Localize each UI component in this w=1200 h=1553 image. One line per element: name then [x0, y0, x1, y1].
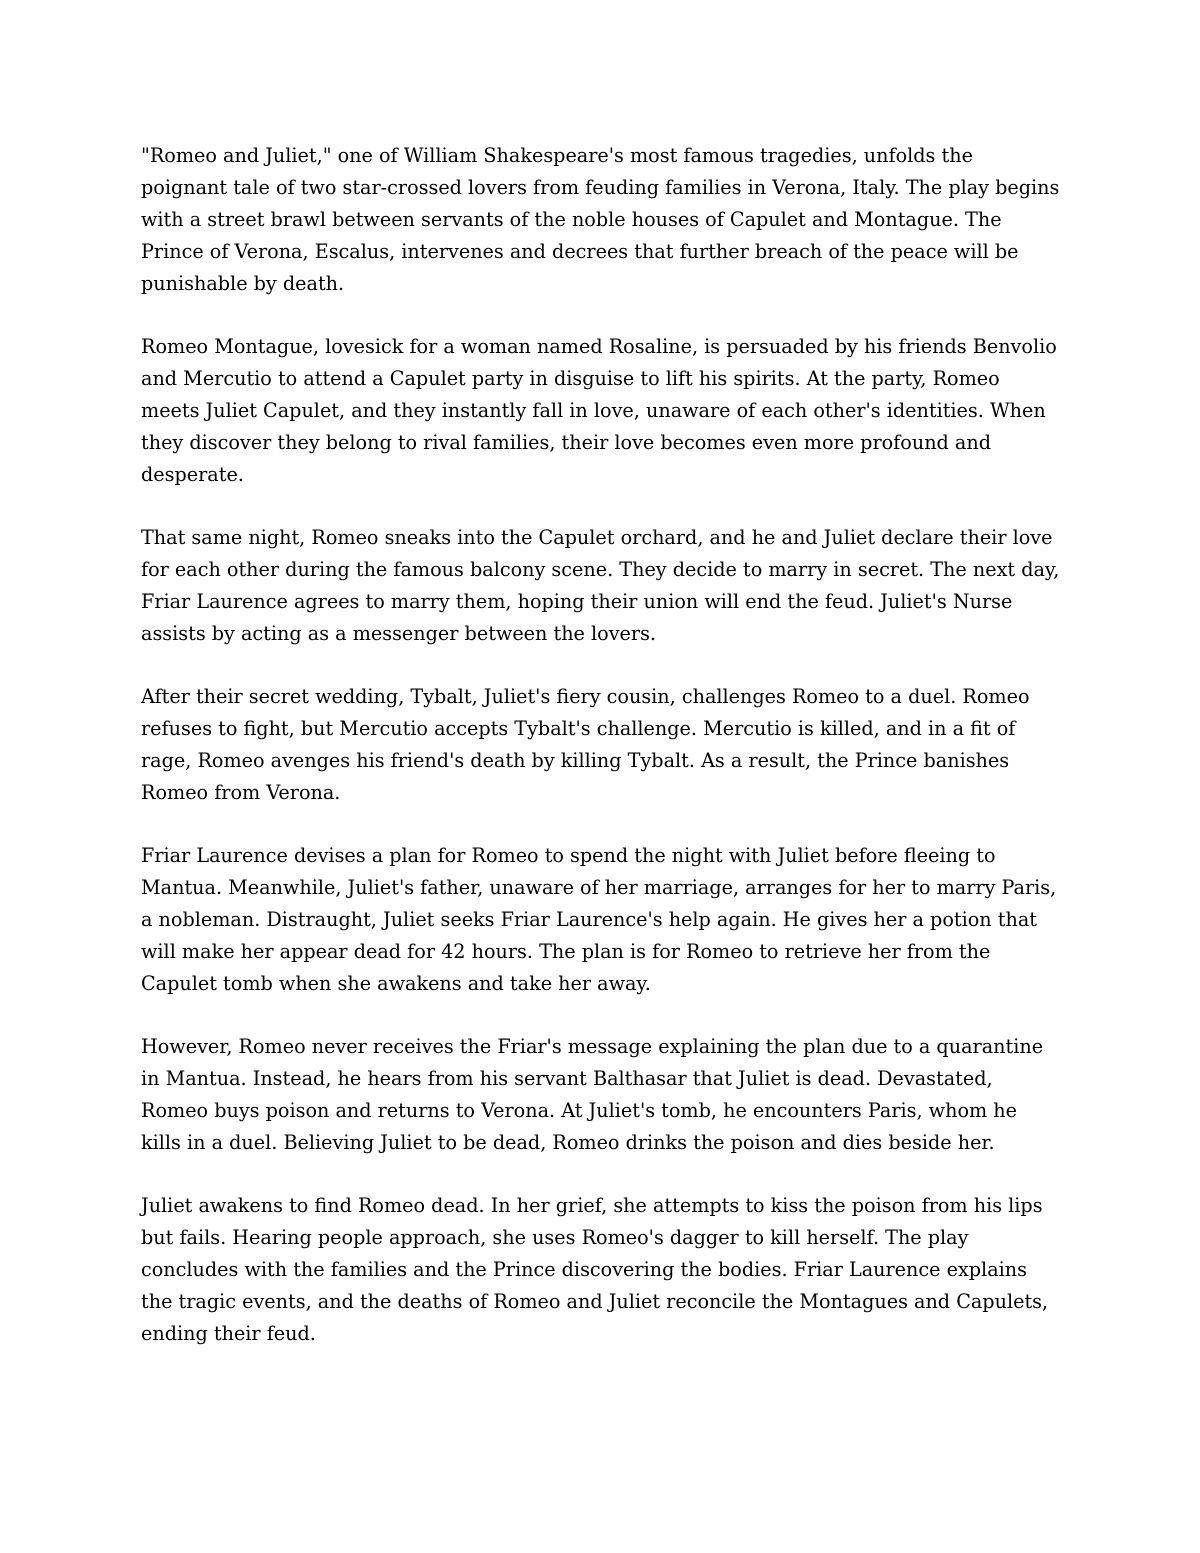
paragraph-5: Friar Laurence devises a plan for Romeo to spend the night with Juliet before fleeing to Mantua. Meanwhile, Juliet's father, unaware of her marriage, arranges for her to marry Paris, a nobleman. Distraught, Juliet seeks Friar Laurence's help again. He gives her a potion that will make her appear dead for 42 hours. The plan is for Romeo to retrieve her from the Capulet tomb when she awakens and take her away.	[141, 844, 1057, 995]
paragraph-3: That same night, Romeo sneaks into the Capulet orchard, and he and Juliet declare their love for each other during the famous balcony scene. They decide to marry in secret. The next day, Friar Laurence agrees to marry them, hoping their union will end the feud. Juliet's Nurse assists by acting as a messenger between the lovers.	[141, 526, 1060, 645]
paragraph-1: "Romeo and Juliet," one of William Shakespeare's most famous tragedies, unfolds the poignant tale of two star-crossed lovers from feuding families in Verona, Italy. The play begins with a street brawl between servants of the noble houses of Capulet and Montague. The Prince of Verona, Escalus, intervenes and decrees that further breach of the peace will be punishable by death.	[141, 144, 1060, 295]
paragraph-7: Juliet awakens to find Romeo dead. In her grief, she attempts to kiss the poison from his lips but fails. Hearing people approach, she uses Romeo's dagger to kill herself. The play concludes with the families and the Prince discovering the bodies. Friar Laurence explains the tragic events, and the deaths of Romeo and Juliet reconcile the Montagues and Capulets, ending their feud.	[141, 1194, 1049, 1345]
paragraph-2: Romeo Montague, lovesick for a woman named Rosaline, is persuaded by his friends Benvolio and Mercutio to attend a Capulet party in disguise to lift his spirits. At the party, Romeo meets Juliet Capulet, and they instantly fall in love, unaware of each other's identities. When they discover they belong to rival families, their love becomes even more profound and desperate.	[141, 335, 1057, 486]
document-body	[141, 140, 1061, 1381]
paragraph-4: After their secret wedding, Tybalt, Juliet's fiery cousin, challenges Romeo to a duel. Romeo refuses to fight, but Mercutio accepts Tybalt's challenge. Mercutio is killed, and in a fit of rage, Romeo avenges his friend's death by killing Tybalt. As a result, the Prince banishes Romeo from Verona.	[141, 685, 1030, 804]
paragraph-6: However, Romeo never receives the Friar's message explaining the plan due to a quarantine in Mantua. Instead, he hears from his servant Balthasar that Juliet is dead. Devastated, Romeo buys poison and returns to Verona. At Juliet's tomb, he encounters Paris, whom he kills in a duel. Believing Juliet to be dead, Romeo drinks the poison and dies beside her.	[141, 1035, 1044, 1154]
